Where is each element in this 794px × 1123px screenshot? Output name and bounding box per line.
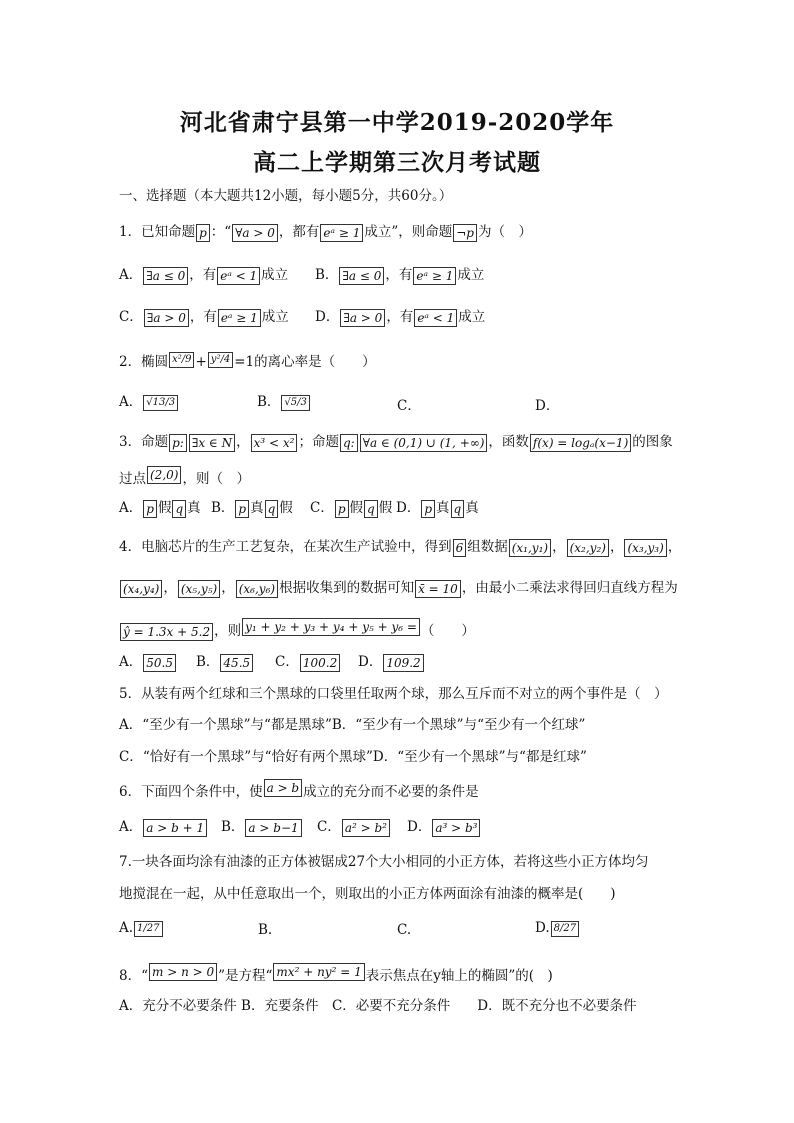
formula: eᵃ ≥ 1 bbox=[413, 267, 456, 285]
exam-title-line1: 河北省肃宁县第一中学2019-2020学年 bbox=[179, 109, 615, 136]
formula: f(x) = logₐ(x−1) bbox=[530, 434, 631, 452]
question-8-stem: 8．“ m > n > 0 ”是方程“ mx² + ny² = 1 表示焦点在y轴上的椭圆”的( ) bbox=[119, 965, 553, 984]
question-4-option-b: B． 45.5 bbox=[196, 652, 254, 672]
formula: x³ < x² bbox=[251, 434, 298, 452]
formula: eᵃ < 1 bbox=[414, 309, 457, 327]
question-1-option-c: C． ∃a > 0 ，有 eᵃ ≥ 1 成立 bbox=[119, 309, 289, 325]
formula: p bbox=[421, 500, 435, 518]
question-5-stem: 5．从装有两个红球和三个黑球的口袋里任取两个球，那么互斥而不对立的两个事件是（ ） bbox=[119, 686, 668, 702]
formula: ∃a > 0 bbox=[144, 309, 189, 327]
question-2-option-d: D． bbox=[535, 398, 560, 414]
question-7-stem: 7.一块各面均涂有油漆的正方体被锯成27个大小相同的小正方体，若将这些小正方体均匀 bbox=[119, 854, 649, 870]
formula: (2,0) bbox=[147, 466, 181, 484]
formula: q bbox=[364, 500, 378, 518]
formula: m > n > 0 bbox=[149, 963, 217, 981]
formula: p bbox=[196, 224, 210, 242]
question-3-option-b: B． p 真 q 假 bbox=[211, 500, 293, 516]
question-5-options-cd: C．“恰好有一个黑球”与“恰好有两个黑球”D．“至少有一个黑球”与“都是红球” bbox=[119, 749, 587, 765]
question-3-option-c: C． p 假 q 假 bbox=[310, 500, 393, 516]
formula: 50.5 bbox=[143, 654, 176, 672]
question-1-option-d: D． ∃a > 0 ，有 eᵃ < 1 成立 bbox=[315, 309, 486, 325]
formula: a > b + 1 bbox=[143, 819, 207, 837]
formula: q bbox=[172, 500, 186, 518]
formula: a > b bbox=[264, 779, 303, 797]
question-1-option-b: B． ∃a ≤ 0 ，有 eᵃ ≥ 1 成立 bbox=[315, 267, 485, 283]
formula: a > b−1 bbox=[245, 819, 301, 837]
formula: x̄ = 10 bbox=[415, 580, 461, 598]
formula: ∃x ∈ N bbox=[189, 434, 235, 452]
question-7-option-d: D. 8/27 bbox=[535, 918, 580, 938]
formula: (x₃,y₃) bbox=[624, 539, 666, 557]
formula: √5/3 bbox=[281, 395, 309, 411]
question-4-option-c: C． 100.2 bbox=[275, 652, 341, 672]
formula: 1/27 bbox=[134, 921, 162, 937]
formula: eᵃ ≥ 1 bbox=[320, 224, 363, 242]
formula: ŷ = 1.3x + 5.2 bbox=[120, 623, 213, 641]
question-4-option-d: D． 109.2 bbox=[358, 652, 425, 672]
formula: (x₂,y₂) bbox=[567, 539, 609, 557]
formula: 6 bbox=[453, 539, 467, 557]
formula: ∃a ≤ 0 bbox=[143, 267, 188, 285]
formula: ¬p bbox=[453, 224, 477, 242]
formula: (x₆,y₆) bbox=[236, 580, 278, 598]
formula: √13/3 bbox=[143, 395, 178, 411]
question-7-option-c: C. bbox=[397, 922, 412, 938]
question-1-stem: 1．已知命题 p ：“ ∀a > 0 ，都有 eᵃ ≥ 1 成立”，则命题 ¬p 为（ ） bbox=[119, 224, 532, 240]
formula: 100.2 bbox=[300, 654, 340, 672]
formula: a³ > b³ bbox=[432, 819, 480, 837]
formula: q bbox=[265, 500, 279, 518]
question-6-option-c: C． a² > b² bbox=[317, 817, 391, 837]
formula: q: bbox=[340, 434, 358, 452]
question-5-options-ab: A．“至少有一个黑球”与“都是黑球”B．“至少有一个黑球”与“至少有一个红球” bbox=[119, 717, 586, 733]
question-4-option-a: A． 50.5 bbox=[119, 652, 177, 672]
question-2-stem: 2．椭圆 x²/9 + y²/4 =1的离心率是（ ） bbox=[119, 354, 376, 370]
question-3-stem-line2: 过点 (2,0) ，则（ ） bbox=[119, 468, 250, 487]
formula: 8/27 bbox=[551, 921, 579, 937]
formula: y²/4 bbox=[208, 352, 233, 368]
formula: a² > b² bbox=[342, 819, 390, 837]
formula: p bbox=[335, 500, 349, 518]
formula: p bbox=[143, 500, 157, 518]
question-7-option-b: B. bbox=[258, 922, 273, 938]
question-3-option-d: D． p 真 q 真 bbox=[396, 500, 479, 516]
section-heading: 一、选择题（本大题共12小题，每小题5分，共60分。） bbox=[119, 188, 453, 204]
formula: (x₄,y₄) bbox=[120, 580, 162, 598]
question-6-stem: 6．下面四个条件中，使 a > b 成立的充分而不必要的条件是 bbox=[119, 781, 479, 800]
formula: 45.5 bbox=[220, 654, 253, 672]
formula: ∃a > 0 bbox=[340, 309, 385, 327]
formula: (x₁,y₁) bbox=[509, 539, 551, 557]
formula: eᵃ ≥ 1 bbox=[218, 309, 261, 327]
question-6-option-d: D． a³ > b³ bbox=[407, 817, 481, 837]
question-3-option-a: A． p 假 q 真 bbox=[119, 500, 201, 516]
formula: (x₅,y₅) bbox=[178, 580, 220, 598]
formula: p bbox=[235, 500, 249, 518]
question-4-stem-line3: ŷ = 1.3x + 5.2 ，则 y₁ + y₂ + y₃ + y₄ + y₅ + y₆ = （ ） bbox=[119, 618, 475, 641]
question-4-stem: 4．电脑芯片的生产工艺复杂，在某次生产试验中，得到 6 组数据 (x₁,y₁) ， (x₂,y₂) ， (x₃,y₃) ， bbox=[119, 539, 682, 555]
formula: x²/9 bbox=[169, 352, 194, 368]
formula: mx² + ny² = 1 bbox=[273, 963, 364, 981]
question-2-option-c: C． bbox=[397, 398, 421, 414]
question-8-options: A．充分不必要条件 B．充要条件 C．必要不充分条件 D．既不充分也不必要条件 bbox=[119, 998, 637, 1014]
question-2-option-a: A． √13/3 bbox=[119, 392, 179, 412]
question-7-option-a: A. 1/27 bbox=[119, 918, 164, 938]
question-6-option-b: B． a > b−1 bbox=[221, 817, 303, 837]
question-6-option-a: A． a > b + 1 bbox=[119, 817, 208, 837]
formula: eᵃ < 1 bbox=[217, 267, 260, 285]
question-7-stem-line2: 地搅混在一起，从中任意取出一个，则取出的小正方体两面涂有油漆的概率是( ) bbox=[119, 886, 616, 902]
formula: p: bbox=[169, 434, 187, 452]
formula: ∀a ∈ (0,1) ∪ (1, +∞) bbox=[360, 434, 488, 452]
question-4-stem-line2: (x₄,y₄) ， (x₅,y₅) ， (x₆,y₆) 根据收集到的数据可知 x̄ = 10 ，由最小二乘法求得回归直线方程为 bbox=[119, 578, 678, 598]
formula: ∀a > 0 bbox=[232, 224, 278, 242]
exam-title-line2: 高二上学期第三次月考试题 bbox=[253, 149, 541, 176]
formula: q bbox=[451, 500, 465, 518]
question-1-option-a: A． ∃a ≤ 0 ，有 eᵃ < 1 成立 bbox=[119, 267, 289, 283]
formula: y₁ + y₂ + y₃ + y₄ + y₅ + y₆ = bbox=[242, 618, 420, 636]
formula: 109.2 bbox=[383, 654, 423, 672]
question-2-option-b: B． √5/3 bbox=[257, 392, 311, 412]
formula: ∃a ≤ 0 bbox=[339, 267, 384, 285]
question-3-stem: 3．命题 p: ∃x ∈ N ， x³ < x² ；命题 q: ∀a ∈ (0,1) ∪ (1, +∞) ，函数 f(x) = logₐ(x−1) 的图象 bbox=[119, 434, 673, 450]
